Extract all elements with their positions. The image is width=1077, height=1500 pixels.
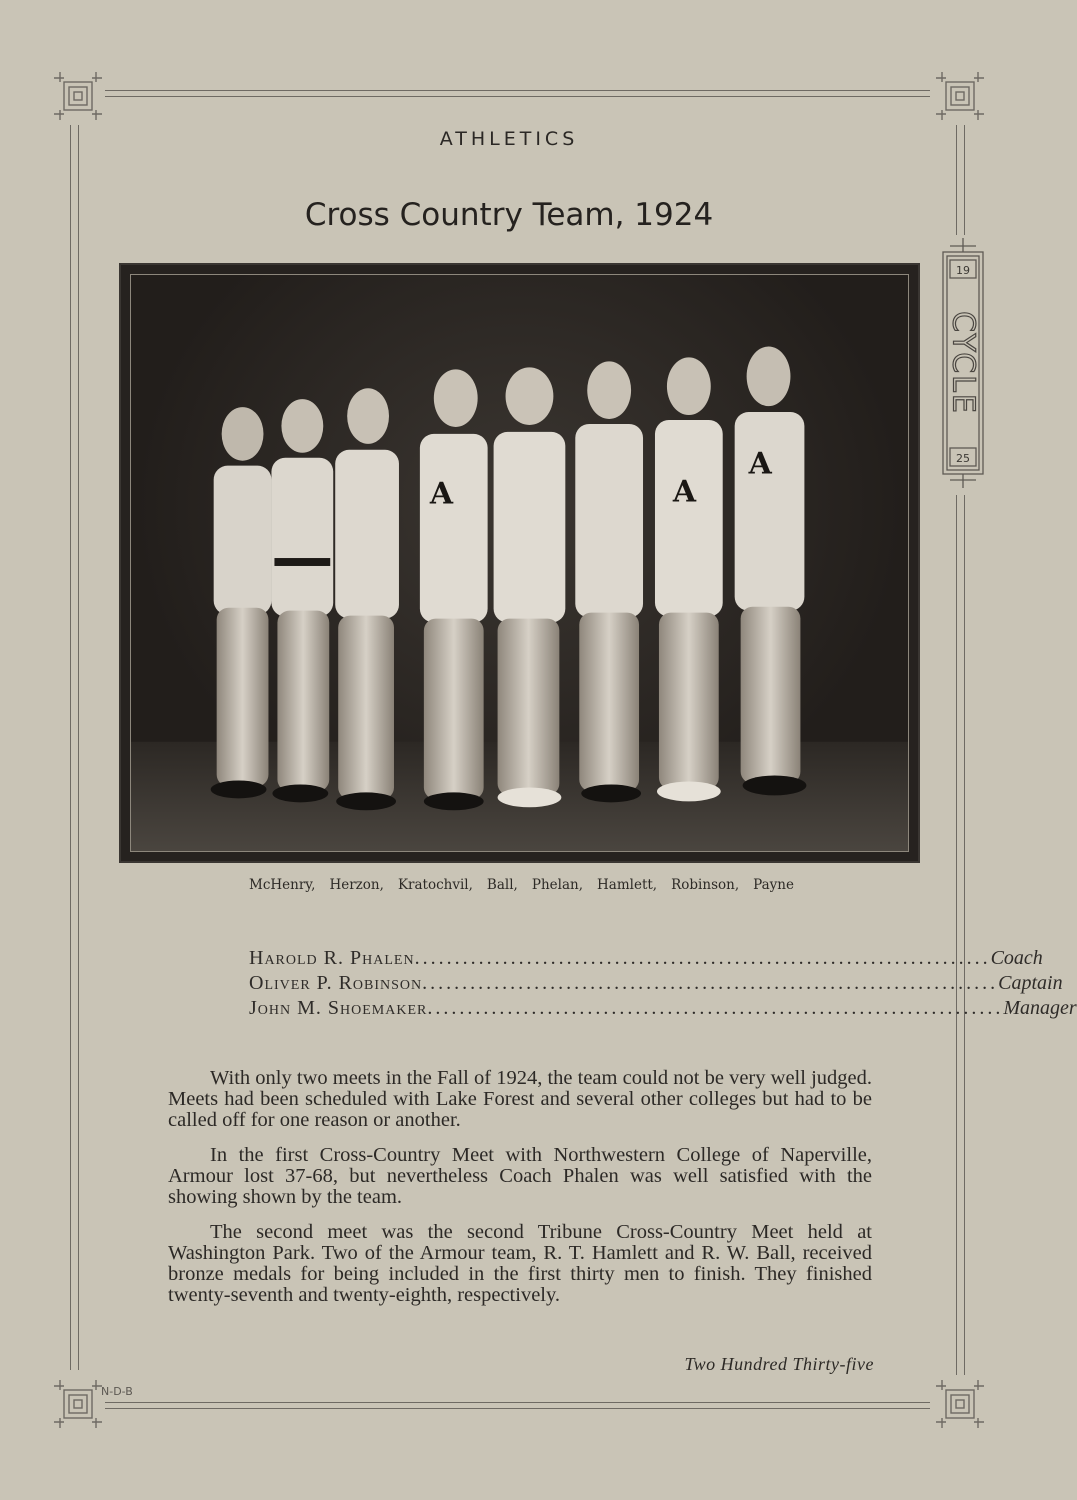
cycle-emblem [940, 238, 986, 488]
article-body [168, 1068, 872, 1320]
border-right-line-lower-inner [964, 495, 965, 1375]
page-number: Two Hundred Thirty-five [684, 1354, 874, 1374]
leader-dots: ........................................................................ [427, 997, 1004, 1019]
staff-name: Harold R. Phalen [249, 947, 415, 969]
runner-1 [211, 407, 272, 798]
corner-ornament-bottom-right [932, 1376, 988, 1432]
svg-text:A: A [429, 476, 454, 512]
border-bottom-line-inner [105, 1408, 930, 1409]
paragraph: In the first Cross-Country Meet with Northwestern College of Naperville, Armour lost 37-68, but nevertheless Coach Phalen was well satisfied with the showing shown by the team. [168, 1144, 872, 1208]
svg-text:A: A [672, 474, 697, 510]
corner-ornament-bottom-left [50, 1376, 106, 1432]
border-bottom-line [105, 1402, 930, 1403]
caption-name: Kratochvil, [397, 877, 473, 893]
caption-name: Robinson, [671, 877, 740, 893]
runner-2 [271, 399, 333, 802]
emblem-year-top: 19 [956, 264, 970, 277]
paragraph: The second meet was the second Tribune Cross-Country Meet held at Washington Park. Two of the Armour team, R. T. Hamlett and R. W. Ball, received bronze medals for being included in the first thirty men to finish. They finished twenty-seventh and twenty-eighth, respectively. [168, 1221, 872, 1306]
runner-8 [735, 347, 807, 796]
svg-text:A: A [748, 446, 772, 482]
caption-name: Phelan, [531, 877, 583, 893]
emblem-year-bottom: 25 [956, 452, 970, 465]
staff-row-coach [249, 947, 1043, 972]
leader-dots: ........................................................................ [422, 972, 999, 994]
runner-5 [494, 367, 566, 807]
emblem-cycle-text: CYCLE [945, 311, 981, 415]
staff-name: Oliver P. Robinson [249, 972, 423, 994]
runner-4 [420, 369, 488, 810]
staff-role: Captain [998, 972, 1063, 994]
runner-6 [575, 361, 643, 802]
section-heading: ATHLETICS [439, 128, 579, 150]
staff-list [249, 947, 1077, 1022]
border-top-line [105, 90, 930, 91]
border-left-line [70, 125, 71, 1370]
page-title: Cross Country Team, 1924 [304, 197, 714, 233]
caption-name: Payne [753, 877, 794, 893]
photo-caption [249, 877, 794, 893]
artist-monogram: N-D-B [101, 1385, 133, 1398]
staff-name: John M. Shoemaker [249, 997, 428, 1019]
corner-ornament-top-left [50, 68, 106, 124]
corner-ornament-top-right [932, 68, 988, 124]
caption-name: McHenry, [249, 877, 316, 893]
staff-role: Manager [1003, 997, 1077, 1019]
caption-name: Ball, [486, 877, 518, 893]
leader-dots: ........................................................................ [414, 947, 991, 969]
staff-row-captain [249, 972, 1063, 997]
runner-3 [335, 388, 399, 810]
staff-row-manager [249, 997, 1077, 1022]
border-left-line-inner [78, 125, 79, 1370]
border-right-line-lower [956, 495, 957, 1375]
team-photo [119, 263, 920, 863]
staff-role: Coach [990, 947, 1043, 969]
paragraph: With only two meets in the Fall of 1924, the team could not be very well judged. Meets had been scheduled with Lake Forest and several other colleges but had to be called off for one reason or another. [168, 1067, 872, 1131]
runner-7 [655, 357, 723, 801]
team-photo-image [130, 274, 909, 852]
caption-name: Herzon, [329, 877, 384, 893]
caption-name: Hamlett, [597, 877, 658, 893]
border-top-line-inner [105, 96, 930, 97]
